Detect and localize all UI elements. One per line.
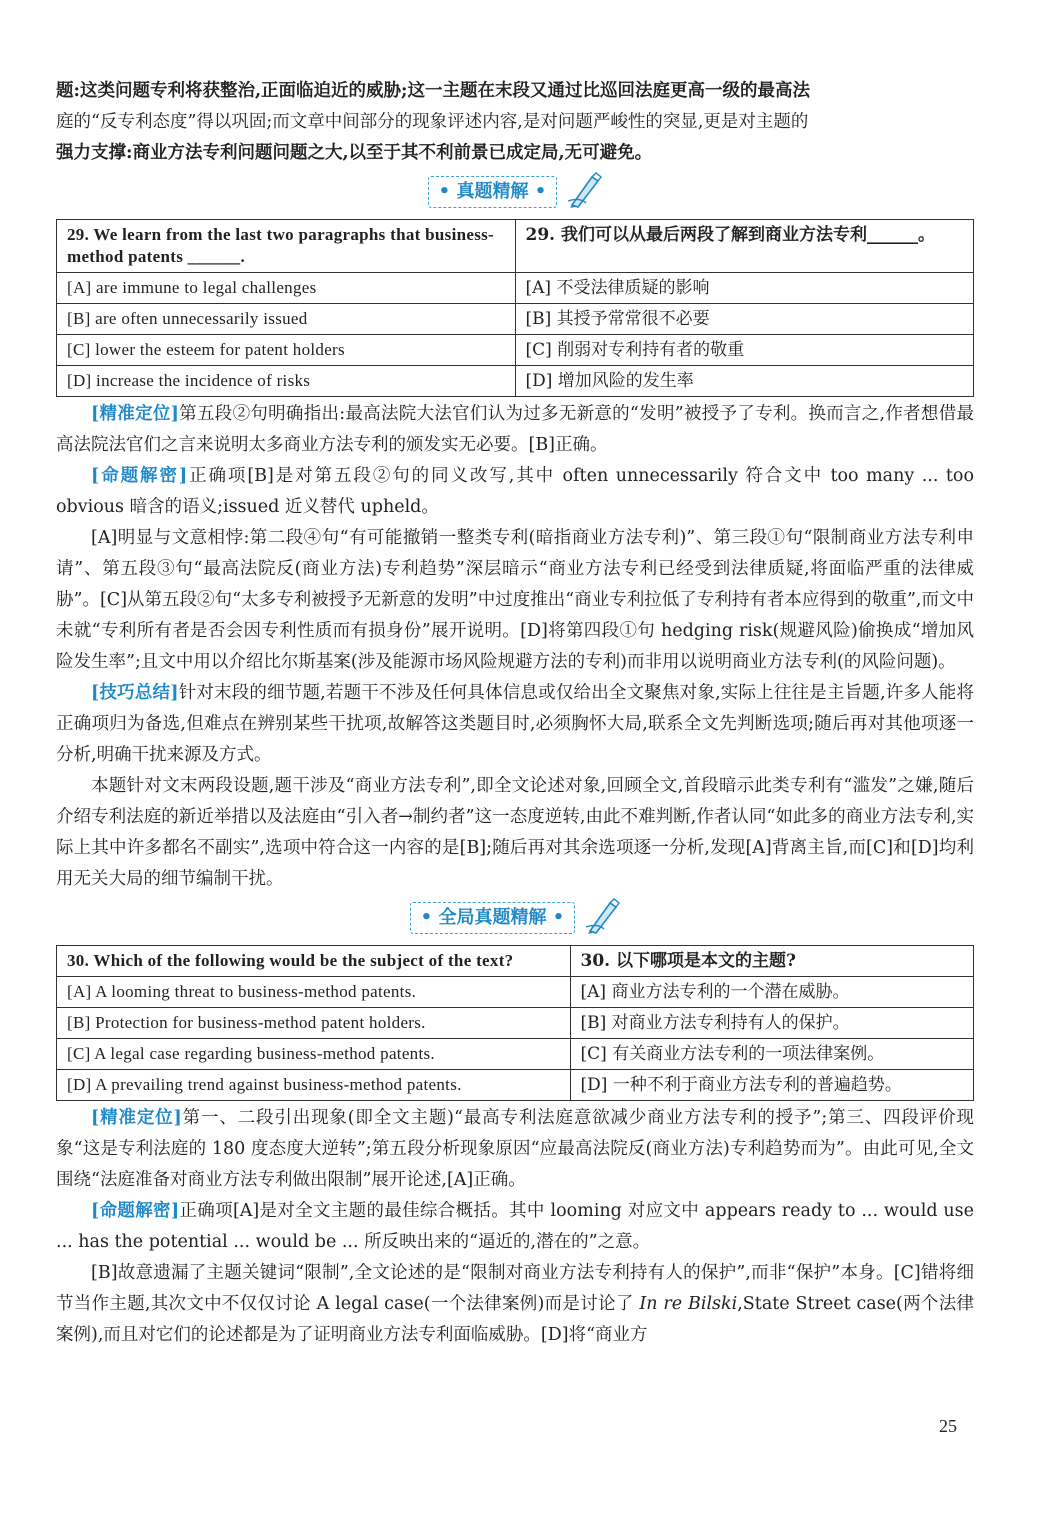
intro-text-3: 强力支撑:商业方法专利问题问题之大,以至于其不利前景已成定局,无可避免。 <box>56 143 653 163</box>
option-row-c <box>57 1039 974 1070</box>
option-row-a <box>57 273 974 304</box>
case-name-italic: In re Bilski <box>639 1294 738 1314</box>
option-en: [B] are often unnecessarily issued <box>57 304 516 335</box>
analysis-text: [A]明显与文意相悖:第二段④句“有可能撤销一整类专利(暗指商业方法专利)”、第三段①句“限制商业方法专利申请”、第五段③句“最高法院反(商业方法)专利趋势”深层暗示“商业方法专利已经受到法律质疑,将面临严重的法律威胁”。[C]从第五段②句“太多专利被授予无新意的发明”中过度推出“商业专利拉低了专利持有者本应得到的敬重”,而文中未就“专利所有者是否会因专利性质而有损身份”展开说明。[D]将第四段①句 hedging risk(规避风险)偷换成“增加风险发生率”;且文中用以介绍比尔斯基案(涉及能源市场风险规避方法的专利)而非用以说明商业方法专利(的风险问题)。 <box>56 528 974 672</box>
option-row-d <box>57 1070 974 1101</box>
analysis-paragraph <box>56 523 974 678</box>
section-title: • 真题精解 • <box>428 176 558 208</box>
analysis-text: 针对末段的细节题,若题干不涉及任何具体信息或仅给出全文聚焦对象,实际上往往是主旨题,许多人能将正确项归为备选,但难点在辨别某些干扰项,故解答这类题目时,必须胸怀大局,联系全文先判断选项;随后再对其他项逐一分析,明确干扰来源及方式。 <box>56 683 974 765</box>
option-row-a <box>57 977 974 1008</box>
analysis-paragraph <box>56 1196 974 1258</box>
question-row <box>57 946 974 977</box>
section-title: • 全局真题精解 • <box>410 902 576 934</box>
option-en: [C] A legal case regarding business-method patents. <box>57 1039 571 1070</box>
intro-line-1 <box>56 76 974 107</box>
analysis-tag: [命题解密] <box>91 1201 180 1221</box>
pen-icon <box>566 171 602 213</box>
option-en: [A] are immune to legal challenges <box>57 273 516 304</box>
analysis-paragraph <box>56 678 974 771</box>
analysis-tag: [命题解密] <box>91 466 188 486</box>
intro-line-3 <box>56 138 974 169</box>
analysis-tag: [精准定位] <box>91 1108 182 1128</box>
option-en: [A] A looming threat to business-method patents. <box>57 977 571 1008</box>
pen-icon <box>584 897 620 939</box>
analysis-paragraph <box>56 771 974 895</box>
analysis-paragraph <box>56 1258 974 1351</box>
page-content <box>56 76 974 1351</box>
option-zh: [C] 削弱对专利持有者的敬重 <box>515 335 974 366</box>
analysis-text: [B]故意遗漏了主题关键词“限制”,全文论述的是“限制对商业方法专利持有人的保护”,而非“保护”本身。[C]错将细节当作主题,其次文中不仅仅讨论 A legal case(一个法律案例)而是讨论了 <box>56 1263 974 1314</box>
analysis-text: 正确项[B]是对第五段②句的同义改写,其中 often unnecessarily 符合文中 too many ... too obvious 暗含的语义;issued 近义替代 upheld。 <box>56 466 975 517</box>
analysis-tag: [精准定位] <box>91 404 179 424</box>
question-en: 29. We learn from the last two paragraphs that business-method patents ______. <box>57 220 516 273</box>
analysis-text: 第五段②句明确指出:最高法院大法官们认为过多无新意的“发明”被授予了专利。换而言之,作者想借最高法院法官们之言来说明太多商业方法专利的颁发实无必要。[B]正确。 <box>56 404 974 455</box>
question-row <box>57 220 974 273</box>
section-header-global-question <box>56 897 974 941</box>
intro-text-2: 庭的“反专利态度”得以巩固;而文章中间部分的现象评述内容,是对问题严峻性的突显,更是对主题的 <box>56 112 809 132</box>
option-en: [D] A prevailing trend against business-method patents. <box>57 1070 571 1101</box>
option-zh: [B] 对商业方法专利持有人的保护。 <box>570 1008 973 1039</box>
option-zh: [B] 其授予常常很不必要 <box>515 304 974 335</box>
option-row-d <box>57 366 974 397</box>
section-header-true-question <box>56 171 974 215</box>
intro-line-2 <box>56 107 974 138</box>
analysis-text: 本题针对文末两段设题,题干涉及“商业方法专利”,即全文论述对象,回顾全文,首段暗示此类专利有“滥发”之嫌,随后介绍专利法庭的新近举措以及法庭由“引入者→制约者”这一态度逆转,由此不难判断,作者认同“如此多的商业方法专利,实际上其中许多都名不副实”,选项中符合这一内容的是[B];随后再对其余选项逐一分析,发现[A]背离主旨,而[C]和[D]均利用无关大局的细节编制干扰。 <box>56 776 974 889</box>
question-30-table <box>56 945 974 1101</box>
question-29-table <box>56 219 974 397</box>
analysis-paragraph <box>56 461 974 523</box>
option-en: [B] Protection for business-method patent holders. <box>57 1008 571 1039</box>
option-row-c <box>57 335 974 366</box>
option-en: [D] increase the incidence of risks <box>57 366 516 397</box>
page-number: 25 <box>939 1416 957 1436</box>
analysis-text: ,State Street case(两个法律案例),而且对它们的论述都是为了证明商业方法专利面临威胁。[D]将“商业方 <box>56 1294 974 1345</box>
option-zh: [D] 增加风险的发生率 <box>515 366 974 397</box>
question-zh: 30. 以下哪项是本文的主题? <box>570 946 973 977</box>
option-row-b <box>57 1008 974 1039</box>
analysis-text: 第一、二段引出现象(即全文主题)“最高专利法庭意欲减少商业方法专利的授予”;第三、四段评价现象“这是专利法庭的 180 度态度大逆转”;第五段分析现象原因“应最高法院反(商业方法)专利趋势而为”。由此可见,全文围绕“法庭准备对商业方法专利做出限制”展开论述,[A]正确。 <box>56 1108 974 1190</box>
option-zh: [C] 有关商业方法专利的一项法律案例。 <box>570 1039 973 1070</box>
option-en: [C] lower the esteem for patent holders <box>57 335 516 366</box>
intro-text-1: 题:这类问题专利将获整治,正面临迫近的威胁;这一主题在末段又通过比巡回法庭更高一级的最高法 <box>56 81 811 101</box>
analysis-text: 正确项[A]是对全文主题的最佳综合概括。其中 looming 对应文中 appears ready to ... would use ... has the potential ... would be ... 所反映出来的“逼近的,潜在的”之意。 <box>56 1201 975 1252</box>
option-zh: [A] 不受法律质疑的影响 <box>515 273 974 304</box>
analysis-paragraph <box>56 399 974 461</box>
question-en: 30. Which of the following would be the subject of the text? <box>57 946 571 977</box>
option-zh: [A] 商业方法专利的一个潜在威胁。 <box>570 977 973 1008</box>
question-zh: 29. 我们可以从最后两段了解到商业方法专利______。 <box>515 220 974 273</box>
option-zh: [D] 一种不利于商业方法专利的普遍趋势。 <box>570 1070 973 1101</box>
option-row-b <box>57 304 974 335</box>
analysis-tag: [技巧总结] <box>91 683 179 703</box>
analysis-paragraph <box>56 1103 974 1196</box>
